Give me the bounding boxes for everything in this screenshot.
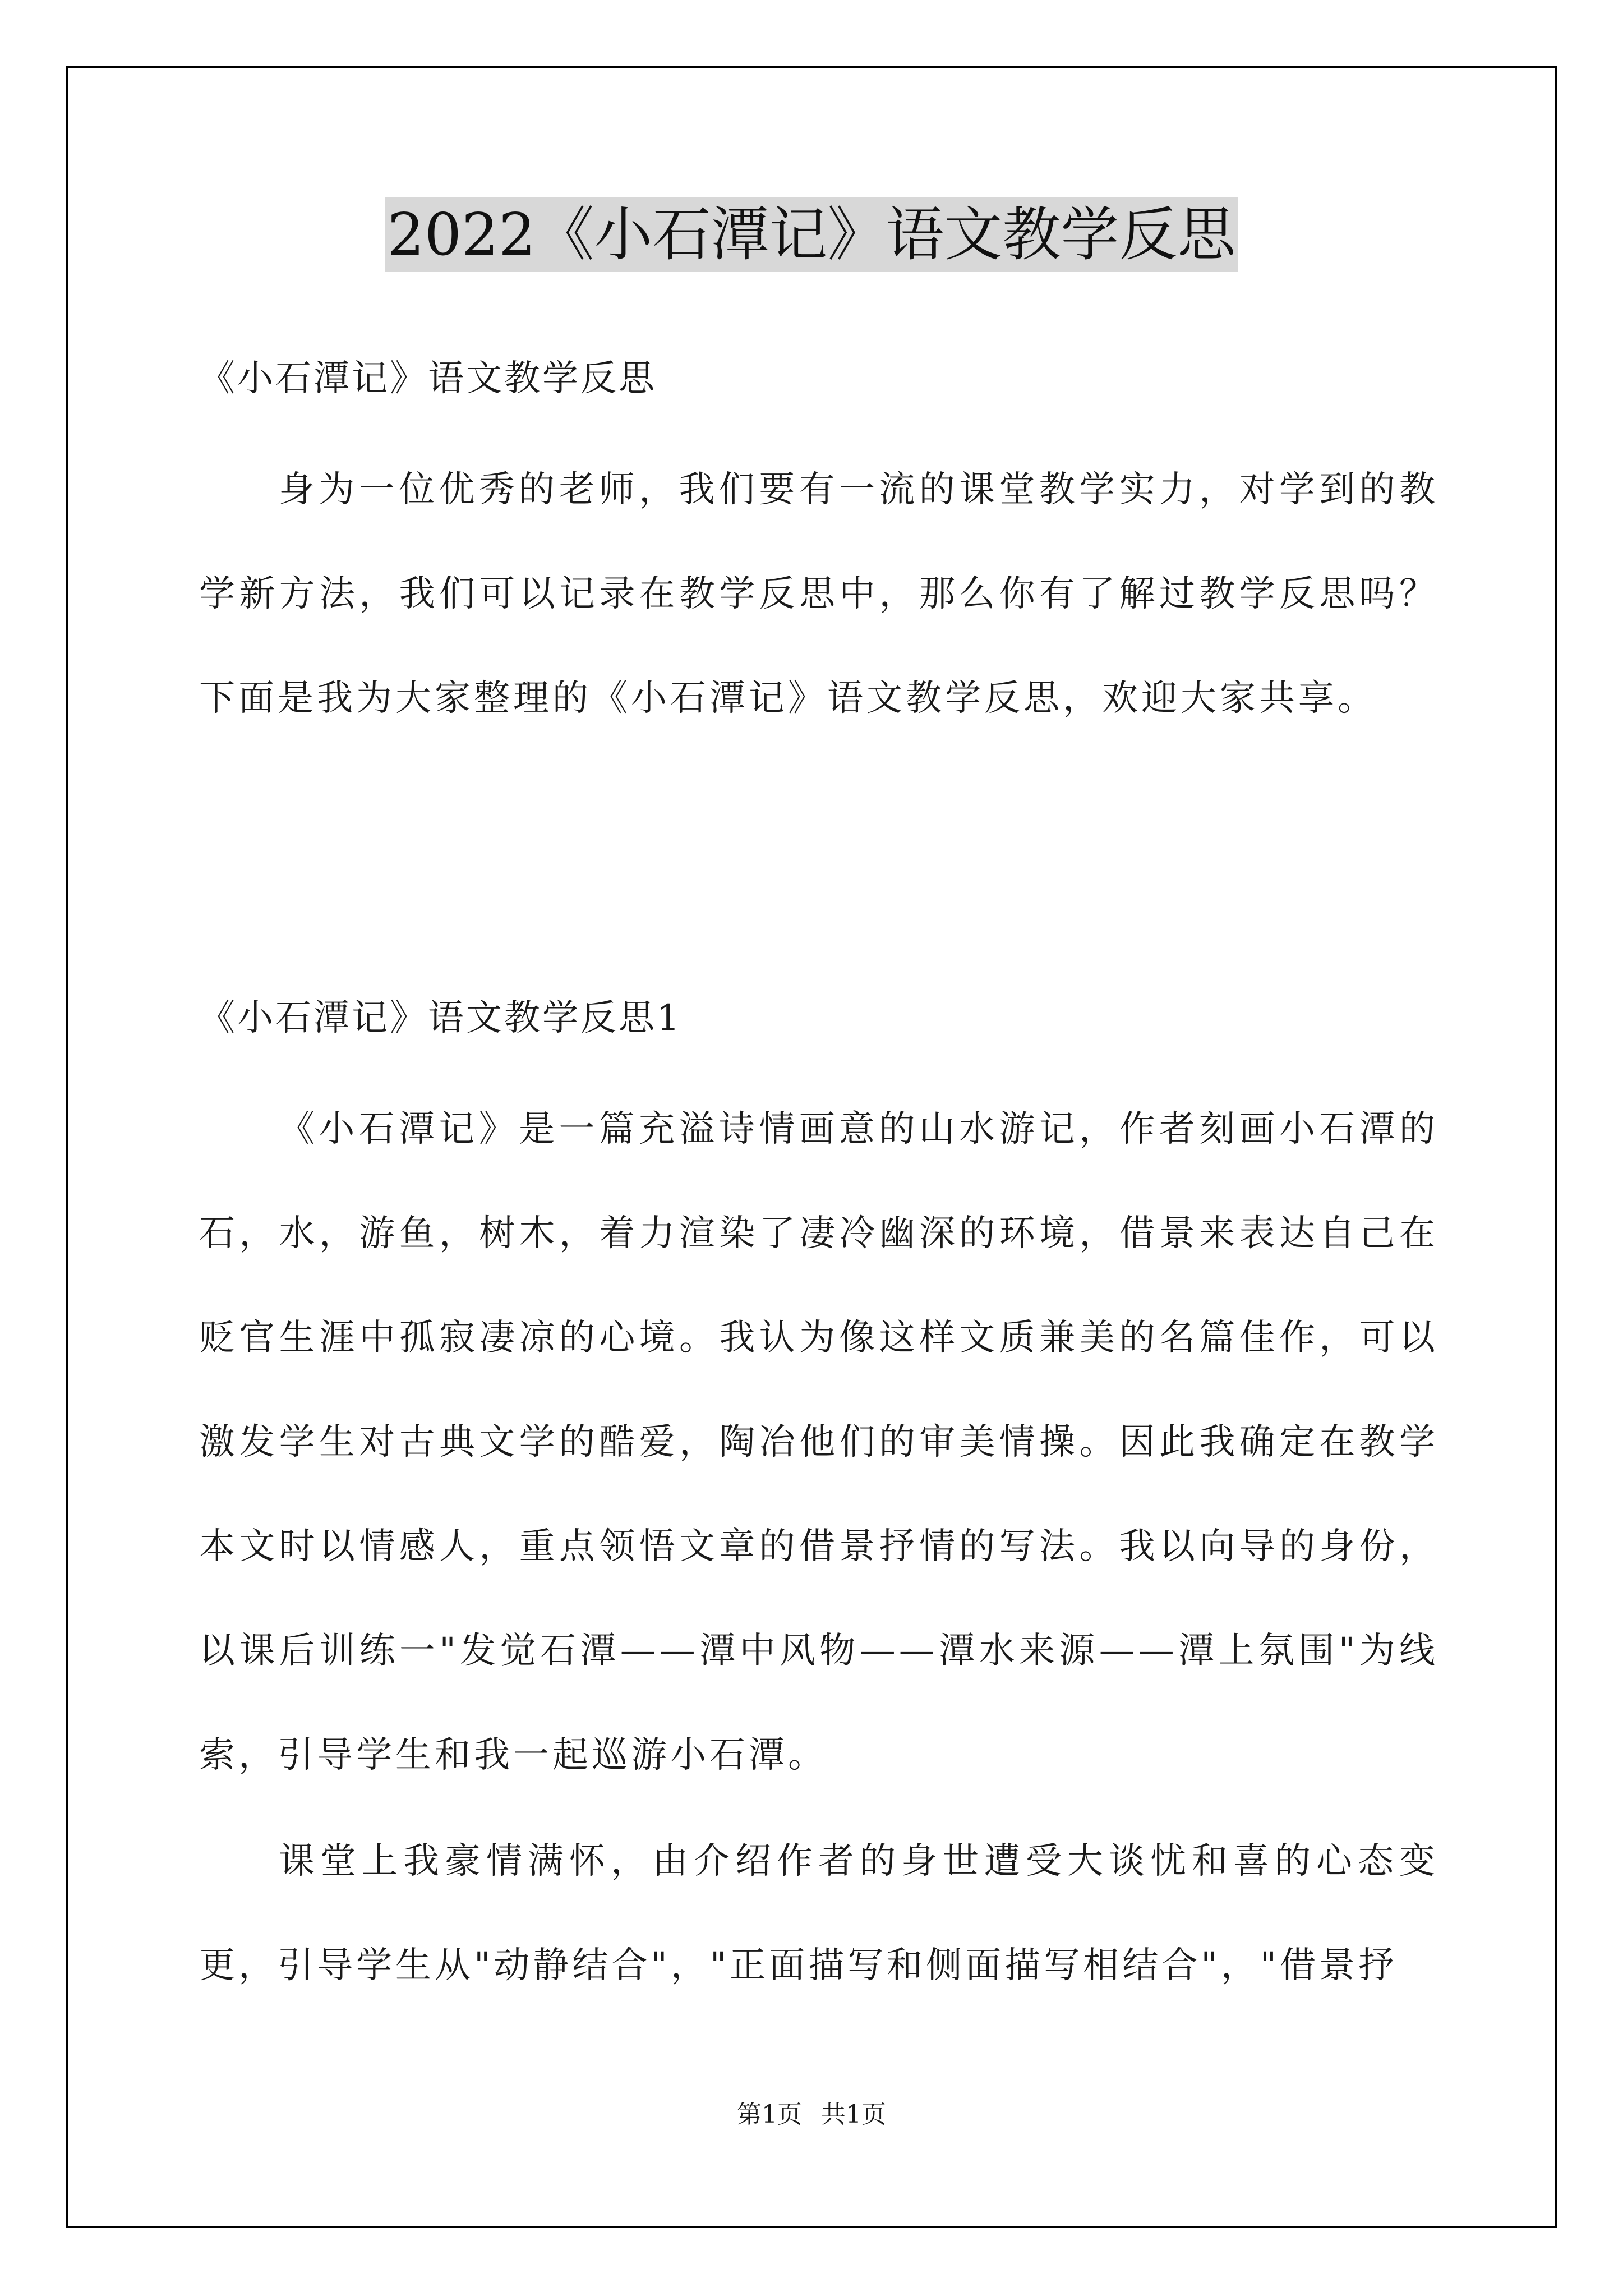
document-title-text: 2022《小石潭记》语文教学反思 [385,197,1238,272]
document-title [0,195,1623,274]
page-footer: 第1页 共1页 [737,2100,886,2129]
section-1-paragraph-2: 课堂上我豪情满怀，由介绍作者的身世遭受大谈忧和喜的心态变更，引导学生从"动静结合"，"正面描写和侧面描写相结合"，"借景抒 [199,1841,1438,1986]
section-1-heading: 《小石潭记》语文教学反思1 [199,997,682,1039]
intro-paragraph: 身为一位优秀的老师，我们要有一流的课堂教学实力，对学到的教学新方法，我们可以记录在教学反思中，那么你有了解过教学反思吗？下面是我为大家整理的《小石潭记》语文教学反思，欢迎大家共享。 [199,469,1438,719]
section-1-paragraph-1: 《小石潭记》是一篇充溢诗情画意的山水游记，作者刻画小石潭的石，水，游鱼，树木，着力渲染了凄冷幽深的环境，借景来表达自己在贬官生涯中孤寂凄凉的心境。我认为像这样文质兼美的名篇佳作，可以激发学生对古典文学的酷爱，陶冶他们的审美情操。因此我确定在教学本文时以情感人，重点领悟文章的借景抒情的写法。我以向导的身份，以课后训练一"发觉石潭——潭中风物——潭水来源——潭上氛围"为线索，引导学生和我一起巡游小石潭。 [199,1108,1438,1776]
document-subtitle: 《小石潭记》语文教学反思 [199,358,657,399]
